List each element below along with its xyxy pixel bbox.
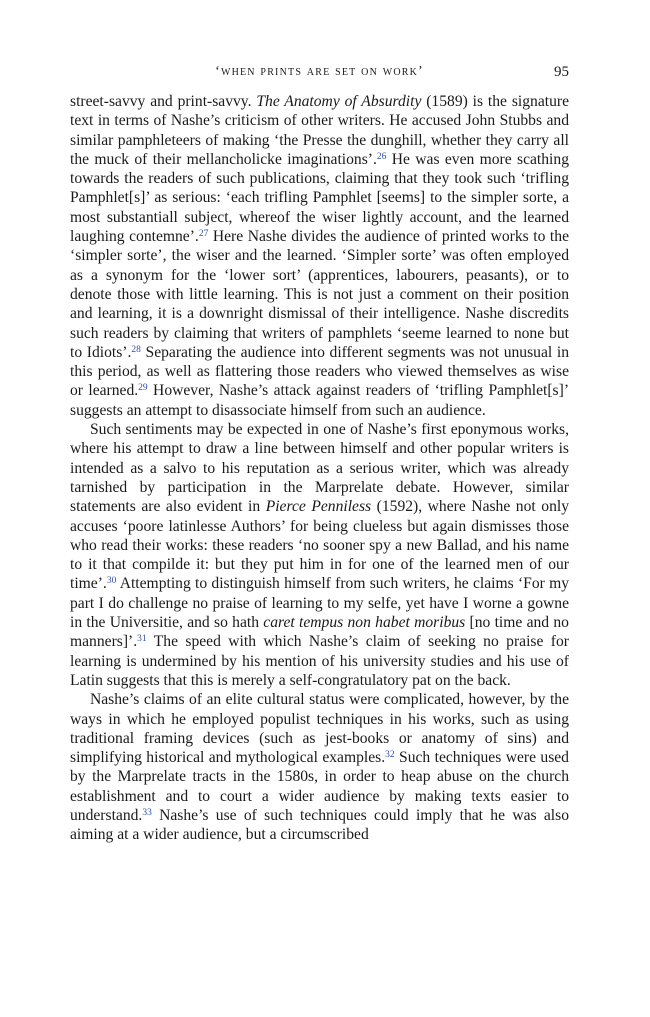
paragraph-2	[70, 420, 569, 690]
work-title: The Anatomy of Absurdity	[256, 93, 422, 110]
text-run: Attempting to distinguish himself from such writers, he claims ‘For my part I do challenge no praise of learning to my selfe, yet have I worne a gowne in the Universitie, and so hath	[70, 575, 569, 632]
text-run: Separating the audience into different segments was not unusual in this period, as well as flattering those readers who viewed themselves as wise or learned.	[70, 343, 569, 400]
text-run: Here Nashe divides the audience of printed works to the ‘simpler sorte’, the wiser and the learned. ‘Simpler sorte’ was often employed as a synonym for the ‘lower sort’ (apprentices, labourers, peasants), or to denote those with little learning. This is not just a comment on their position and learning, it is a downright dismissal of their intelligence. Nashe discredits such readers by claiming that writers of pamphlets ‘seeme learned to none but to Idiots’.	[70, 228, 569, 361]
paragraph-1	[70, 92, 569, 420]
footnote-marker[interactable]: 30	[106, 576, 117, 587]
text-run: He was even more scathing towards the readers of such publications, claiming that they took such ‘trifling Pamphlet[s]’ as serious: ‘each trifling Pamphlet [seems] to the simpler sorte, a most substantiall subject, whereof the wiser lightly account, and the learned laughing contemne’.	[70, 150, 569, 246]
book-page	[70, 64, 569, 845]
running-title: ‘when prints are set on work’	[215, 64, 424, 79]
footnote-marker[interactable]: 26	[376, 151, 387, 162]
text-run: However, Nashe’s attack against readers of ‘trifling Pamphlet[s]’ suggests an attempt to disassociate himself from such an audience.	[70, 382, 570, 419]
work-title: Pierce Penniless	[265, 498, 372, 516]
text-run: (1589) is the signature text in terms of Nashe’s criticism of other writers. He accused John Stubbs and similar pamphleteers of making ‘the Presse the dunghill, whether they carry all the muck of their mellancholicke imaginations’.	[70, 93, 569, 168]
text-run: [no time and no manners]’.	[70, 614, 569, 651]
running-head	[70, 64, 569, 86]
footnote-marker[interactable]: 32	[385, 750, 395, 761]
footnote-marker[interactable]: 28	[131, 344, 141, 355]
text-run: (1592), where Nashe not only accuses ‘poore latinlesse Authors’ for being clueless but again dismisses those who read their works: these readers ‘no sooner spy a new Ballad, and his name to it that compilde it: but they put him in for one of the learned men of our time’.	[70, 498, 569, 593]
footnote-marker[interactable]: 27	[198, 229, 209, 240]
body-text	[70, 92, 569, 845]
footnote-marker[interactable]: 29	[138, 383, 148, 394]
text-run: Such techniques were used by the Marprelate tracts in the 1580s, in order to heap abuse on the church establishment and to court a wider audience by making texts easier to understand.	[70, 749, 569, 824]
paragraph-3	[70, 690, 569, 844]
text-run: street-savvy and print-savvy.	[70, 93, 257, 110]
footnote-marker[interactable]: 31	[137, 634, 147, 645]
footnote-marker[interactable]: 33	[142, 807, 152, 818]
text-run: Nashe’s claims of an elite cultural status were complicated, however, by the ways in which he employed populist techniques in his works, such as using traditional framing devices (such as jest-books or anatomy of sins) and simplifying historical and mythological examples.	[70, 691, 569, 767]
text-run: Such sentiments may be expected in one of Nashe’s first eponymous works, where his attempt to draw a line between himself and other popular writers is intended as a salvo to his reputation as a serious writer, which was already tarnished by participation in the Marprelate debate. However, similar statements are also evident in	[70, 421, 569, 516]
latin-phrase: caret tempus non habet moribus	[263, 614, 466, 632]
text-run: The speed with which Nashe’s claim of seeking no praise for learning is undermined by his mention of his university studies and his use of Latin suggests that this is merely a self-congratulatory pat on the back.	[70, 633, 569, 689]
text-run: Nashe’s use of such techniques could imply that he was also aiming at a wider audience, but a circumscribed	[70, 806, 569, 844]
page-number: 95	[554, 64, 569, 80]
